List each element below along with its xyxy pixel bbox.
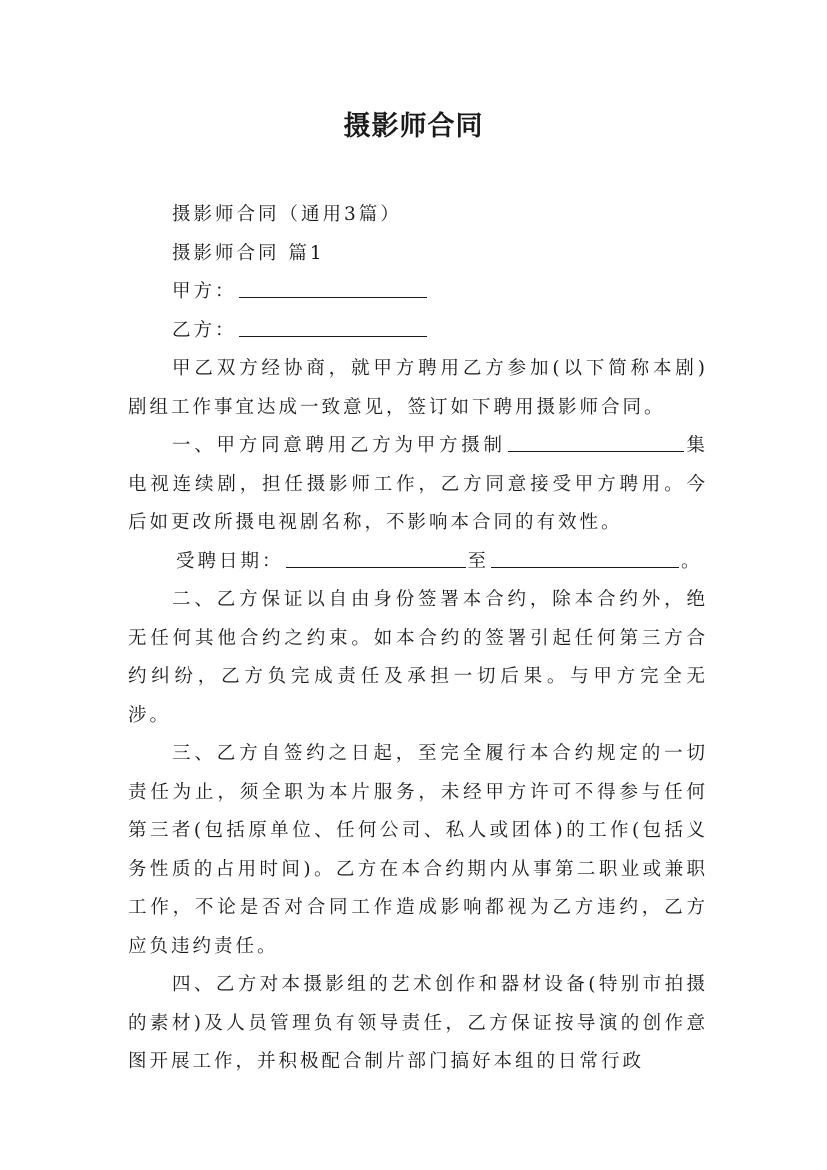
- employment-date-label: 受聘日期：: [176, 550, 284, 572]
- drama-name-blank[interactable]: [508, 431, 684, 452]
- party-a-label: 甲方：: [172, 281, 237, 302]
- document-title: 摄影师合同: [343, 111, 484, 142]
- clause-2: 二、乙方保证以自由身份签署本合约，除本合约外，绝无任何其他合约之约束。如本合约的签署引起任何第三方合约纠纷，乙方负完成责任及承担一切后果。与甲方完全无涉。: [128, 589, 708, 726]
- intro-paragraph: 甲乙双方经协商，就甲方聘用乙方参加(以下简称本剧)剧组工作事宜达成一致意见，签订如下聘用摄影师合同。: [128, 358, 708, 418]
- party-a-blank[interactable]: [239, 277, 427, 298]
- employment-end-blank[interactable]: [491, 547, 679, 568]
- document-subtitle: 摄影师合同（通用3篇）: [172, 204, 402, 225]
- clause-1-after: 集电视连续剧，担任摄影师工作，乙方同意接受甲方聘用。今后如更改所摄电视剧名称，不影响本合同的有效性。: [128, 435, 708, 533]
- party-a-line: [128, 273, 708, 312]
- part-heading: 摄影师合同 篇1: [172, 242, 325, 264]
- employment-end: 。: [681, 550, 703, 572]
- party-b-blank[interactable]: [239, 316, 427, 337]
- clause-3: 三、乙方自签约之日起，至完全履行本合约规定的一切责任为止，须全职为本片服务，未经甲方许可不得参与任何第三者(包括原单位、任何公司、私人或团体)的工作(包括义务性质的占用时间)。乙方在本合约期内从事第二职业或兼职工作，不论是否对合同工作造成影响都视为乙方违约，乙方应负违约责任。: [128, 743, 708, 957]
- employment-start-blank[interactable]: [286, 547, 466, 568]
- clause-1: [128, 427, 708, 543]
- document-body: [128, 196, 708, 1082]
- party-b-label: 乙方：: [172, 319, 237, 341]
- party-b-line: [128, 312, 708, 351]
- clause-1-before: 一、甲方同意聘用乙方为甲方摄制: [172, 435, 506, 456]
- clause-4: 四、乙方对本摄影组的艺术创作和器材设备(特别市拍摄的素材)及人员管理负有领导责任，乙方保证按导演的创作意图开展工作，并积极配合制片部门搞好本组的日常行政: [128, 974, 708, 1072]
- employment-to: 至: [467, 550, 490, 572]
- employment-date-line: [128, 543, 708, 582]
